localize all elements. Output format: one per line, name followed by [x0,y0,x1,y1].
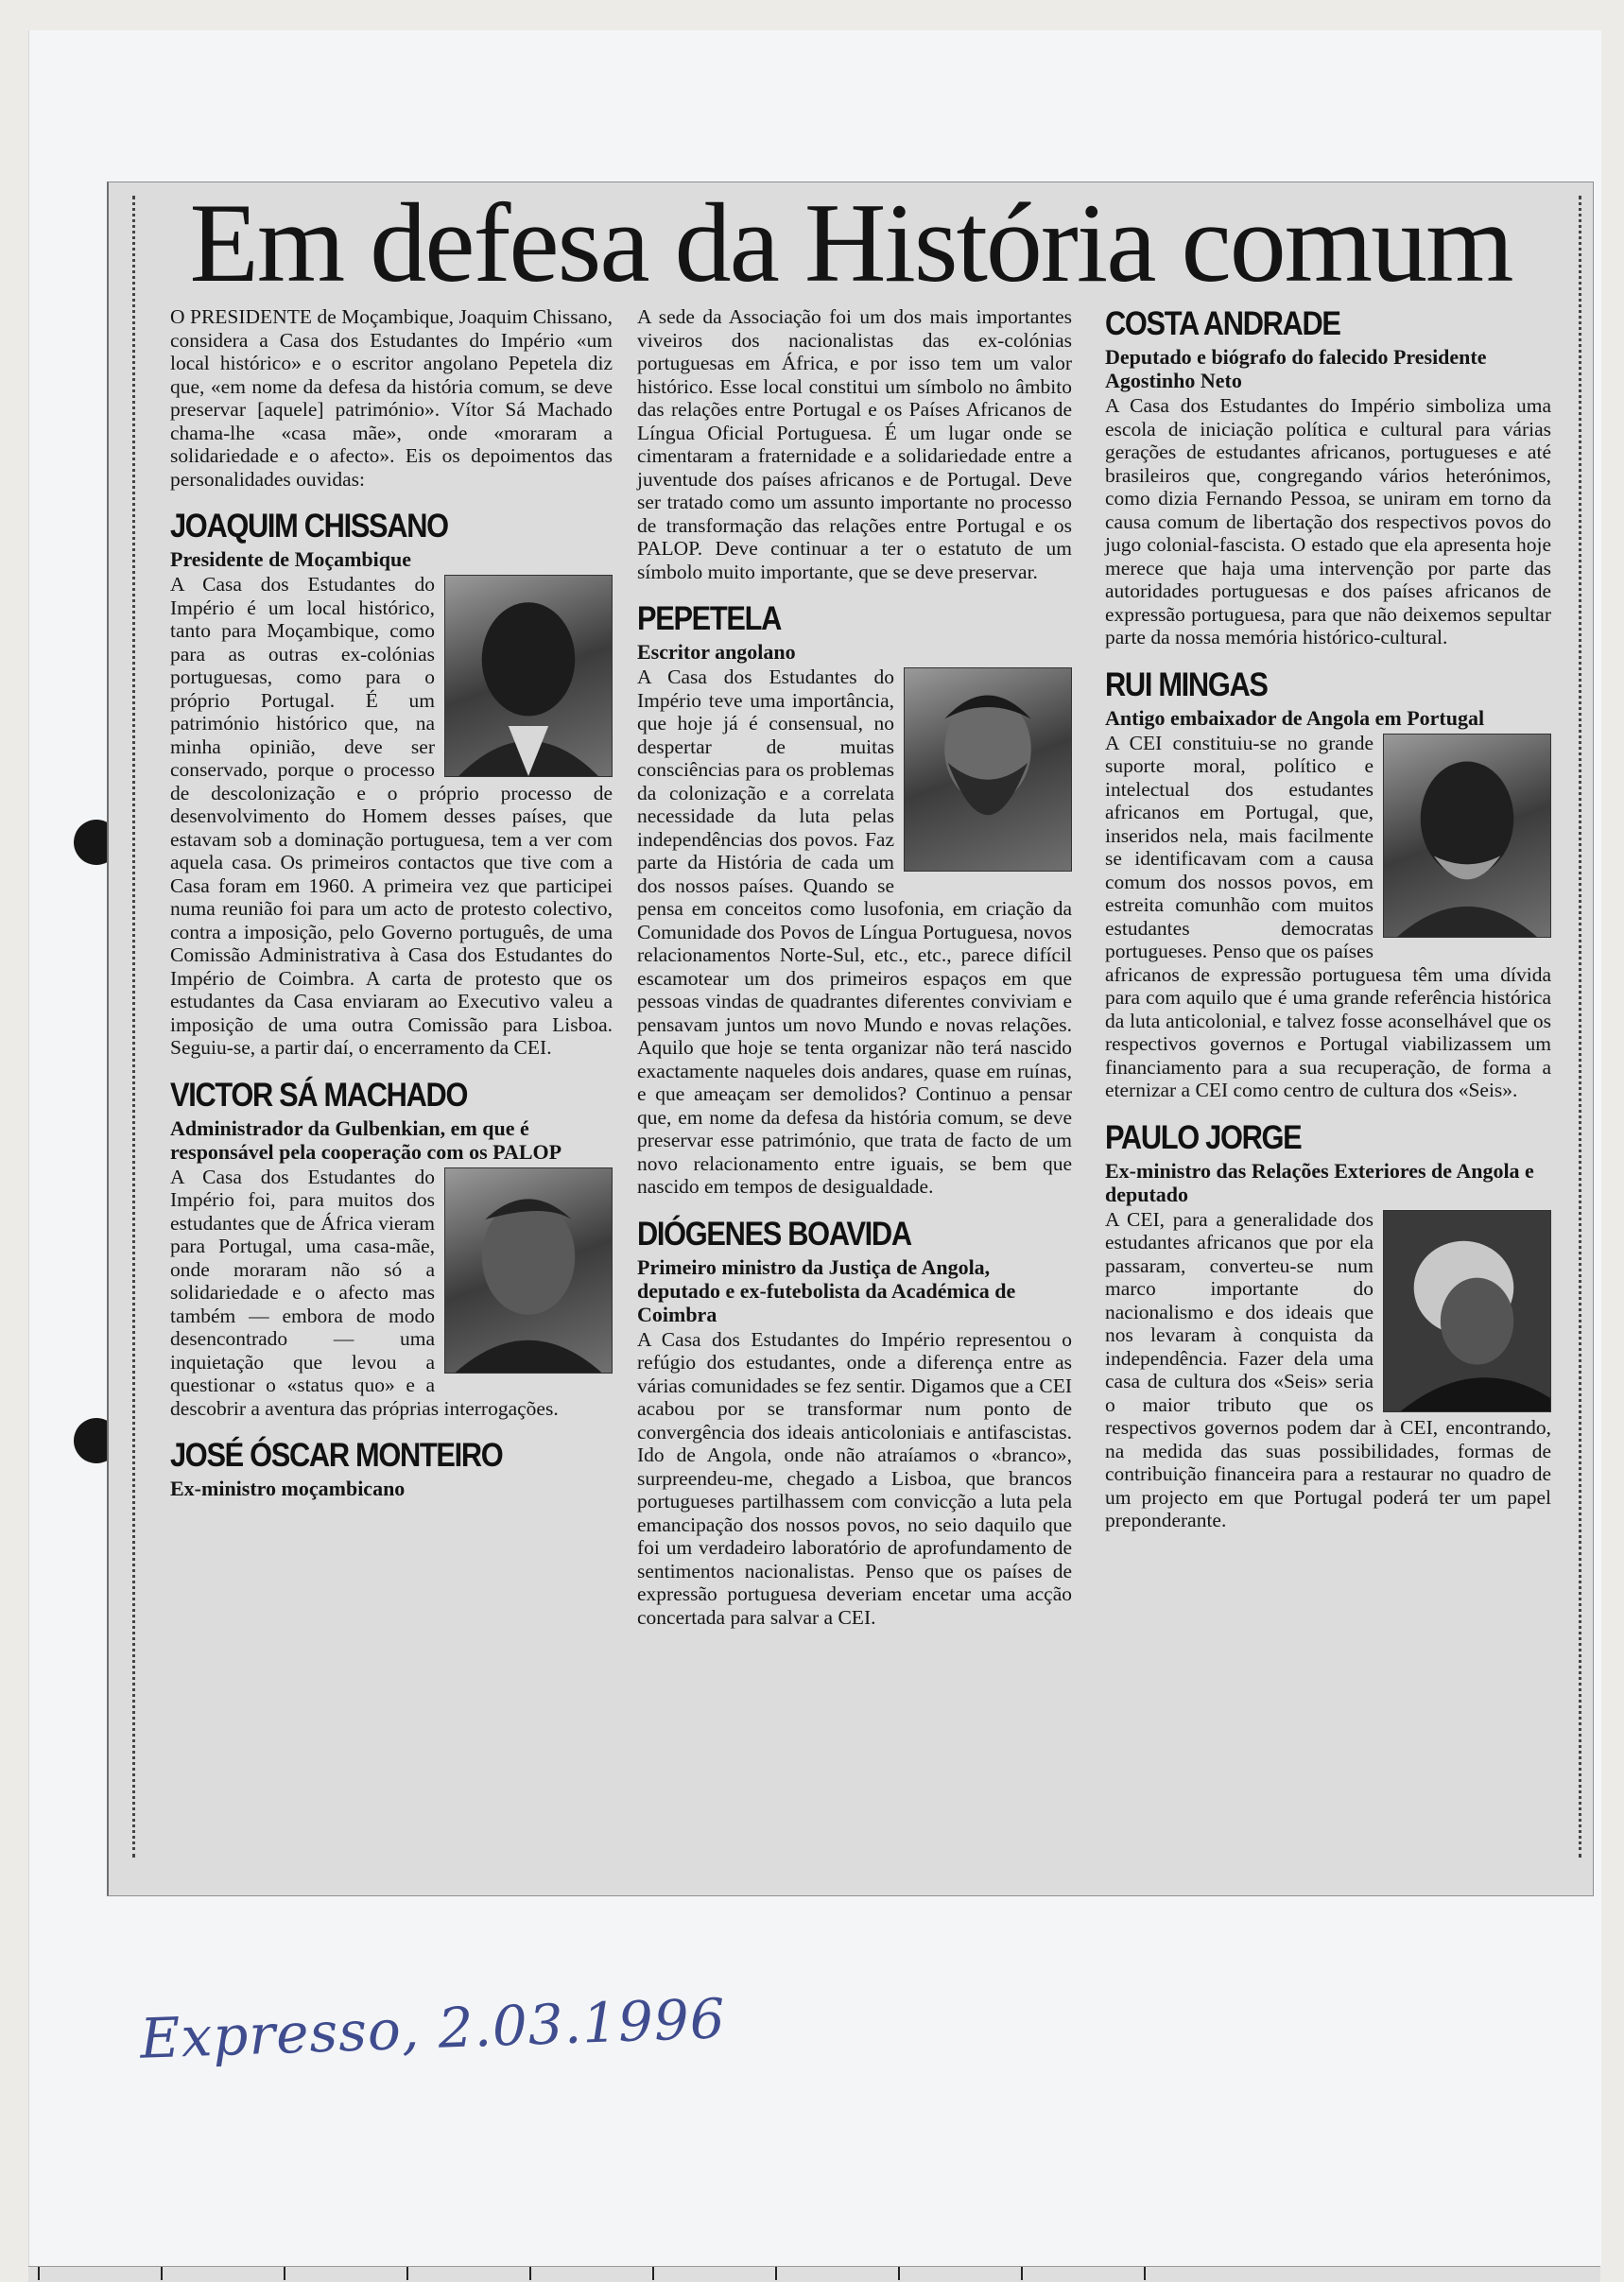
right-dotted-border [1579,196,1581,1858]
section-name: RUI MINGAS [1105,666,1268,703]
handwritten-source-note: Expresso, 2.03.1996 [139,1986,727,2071]
portrait-photo-icon [904,667,1072,872]
portrait-photo-icon [444,1167,613,1374]
section-role: Primeiro ministro da Justiça de Angola, deputado e ex-futebolista da Académica de Coimbra [637,1254,1016,1326]
portrait-photo-icon [1383,1210,1551,1412]
column-3 [1105,305,1551,1532]
section-role: Ex-ministro moçambicano [170,1477,406,1500]
article-headline: Em defesa da História comum [189,182,1512,305]
column-1 [170,305,613,1502]
column-2 [637,305,1072,1629]
section-text: A sede da Associação foi um dos mais importantes viveiros dos nacionalistas das ex-colónias portuguesas em África, e por isso tem um valor histórico. Esse local constitui um símbolo no âmbito das relações entre Portugal e os Países Africanos de Língua Oficial Portuguesa. É um lugar onde se cimentaram a fraternidade e a solidariedade entre a juventude dos países africanos e de Portugal. Deve ser tratado como um assunto importante no processo de transformação das relações entre Portugal e os PALOP. Deve continuar a ter o estatuto de um símbolo muito importante, que se deve preservar. [637,305,1072,583]
section-role: Antigo embaixador de Angola em Portugal [1105,705,1485,730]
section-role: Deputado e biógrafo do falecido Presidente Agostinho Neto [1105,345,1487,392]
section-name: DIÓGENES BOAVIDA [637,1215,911,1253]
section-text: A CEI, para a generalidade dos estudantes africanos que por ela passaram, converteu-se num marco importante do nacionalismo e dos ideais que nos levaram à conquista da independência. Fazer dela uma casa de cultura dos «Seis» seria o maior tributo que os respectivos governos podem dar à CEI, encontrando, na medida das suas possibilidades, formas de contribuição financeira para a restaurar no quadro de um projecto em que Portugal poderá ter um papel preponderante. [1105,1207,1551,1531]
portrait-photo-icon [1383,734,1551,938]
section-name: JOSÉ ÓSCAR MONTEIRO [170,1437,503,1474]
section-name: PAULO JORGE [1105,1118,1302,1156]
section-text: A Casa dos Estudantes do Império foi, para muitos dos estudantes que de África vieram para Portugal, uma casa-mãe, onde moraram não só a solidariedade e o afecto mas também — embora de modo desencontrado — uma inquietação que levou a questionar o «status quo» e a descobrir a aventura das próprias interrogações. [170,1165,559,1420]
section-name: VICTOR SÁ MACHADO [170,1076,468,1114]
section-text: A Casa dos Estudantes do Império simboliza uma escola de iniciação política e cultural para várias gerações de estudantes africanos, portugueses e até brasileiros que, congregando vários heterónimos, como dizia Fernando Pessoa, se uniram em torno da causa comum de libertação dos respectivos povos do jugo colonial-fascista. O estado que ela apresenta hoje merece que haja uma intervenção por parte das autoridades portuguesas e dos países africanos de expressão portuguesa, para que não deixemos sepultar parte da nossa memória histórico-cultural. [1105,394,1551,648]
section-text: A Casa dos Estudantes do Império é um local histórico, tanto para Moçambique, como para as outras ex-colónias portuguesas, como para o próprio Portugal. É um património histórico que, na minha opinião, deve ser conservado, porque o processo de descolonização e o próprio processo de desenvolvimento do Homem desses países, que estavam sob a dominação portuguesa, tem a ver com aquela casa. Os primeiros contactos que tive com a Casa foram em 1960. A primeira vez que participei numa reunião foi para um acto de protesto colectivo, contra a imposição, pelo Governo português, de uma Comissão Administrativa à Casa dos Estudantes do Império de Coimbra. A carta de protesto que os estudantes da Casa enviaram ao Executivo valeu a imposição de uma outra Comissão para Lisboa. Seguiu-se, a partir daí, o encerramento da CEI. [170,573,613,1059]
section-name: JOAQUIM CHISSANO [170,508,448,545]
section-role: Administrador da Gulbenkian, em que é responsável pela cooperação com os PALOP [170,1115,562,1164]
left-dotted-border [132,196,135,1858]
section-text: A Casa dos Estudantes do Império teve uma importância, que hoje já é consensual, no despertar de muitas consciências para os problemas da colonização e a correlata necessidade da luta pelas independências dos povos. Faz parte da História de cada um dos nossos países. Quando se pensa em conceitos como lusofonia, em criação da Comunidade dos Povos de Língua Portuguesa, novos relacionamentos Norte-Sul, etc., etc., parece difícil escamotear um dos primeiros espaços em que pessoas vindas de quadrantes diferentes conviviam e pensavam juntos um novo Mundo e novas relações. Aquilo que hoje se tenta organizar não terá nascido exactamente naqueles dois andares, quase em ruínas, e que ameaçam ser demolidos? Continuo a pensar que, em nome da defesa da história comum, se deve preservar esse património, que trata de facto de um novo relacionamento entre iguais, se bem que nascido em tempos de desigualdade. [637,666,1072,1198]
portrait-photo-icon [444,575,613,777]
section-name: PEPETELA [637,600,782,637]
section-role: Ex-ministro das Relações Exteriores de Angola e deputado [1105,1158,1534,1206]
article-intro: O PRESIDENTE de Moçambique, Joaquim Chissano, considera a Casa dos Estudantes do Império «um local histórico» e o escritor angolano Pepetela diz que, «em nome da defesa da história comum, se deve preservar [aquele] património». Vítor Sá Machado chama-lhe «casa mãe», onde «moraram a solidariedade e o afecto». Eis os depoimentos das personalidades ouvidas: [170,305,613,491]
section-name: COSTA ANDRADE [1105,305,1340,342]
section-role: Escritor angolano [637,640,796,664]
scale-ruler [28,2266,1600,2282]
section-text: A CEI constituiu-se no grande suporte moral, político e intelectual dos estudantes africanos em Portugal, que, inseridos nela, mais facilmente se identificavam com a causa comum dos nossos povos, em estreita comunhão com muitos estudantes democratas portugueses. Penso que os países africanos de expressão portuguesa têm uma dívida para com aquilo que é uma grande referência histórica da luta anticolonial, e talvez fosse aconselhável que os respectivos governos e Portugal viabilizassem um financiamento para a sua recuperação, de forma a eternizar a CEI como centro de cultura dos «Seis». [1105,731,1551,1101]
section-text: A Casa dos Estudantes do Império representou o refúgio dos estudantes, onde a diferença entre as várias comunidades se fez sentir. Digamos que a CEI acabou por se transformar num ponto de convergência dos ideais anticoloniais e antifascistas. Ido de Angola, onde não atraíamos o «branco», surpreendeu-me, chegado a Lisboa, que brancos portugueses partilhassem com convicção a luta pela emancipação dos nossos povos, no seio daquilo que foi um verdadeiro laboratório de aprofundamento de sentimentos nacionalistas. Penso que os países de expressão portuguesa deveriam encetar uma acção concertada para salvar a CEI. [637,1327,1072,1629]
newspaper-clipping [107,182,1594,1896]
section-role: Presidente de Moçambique [170,547,412,571]
